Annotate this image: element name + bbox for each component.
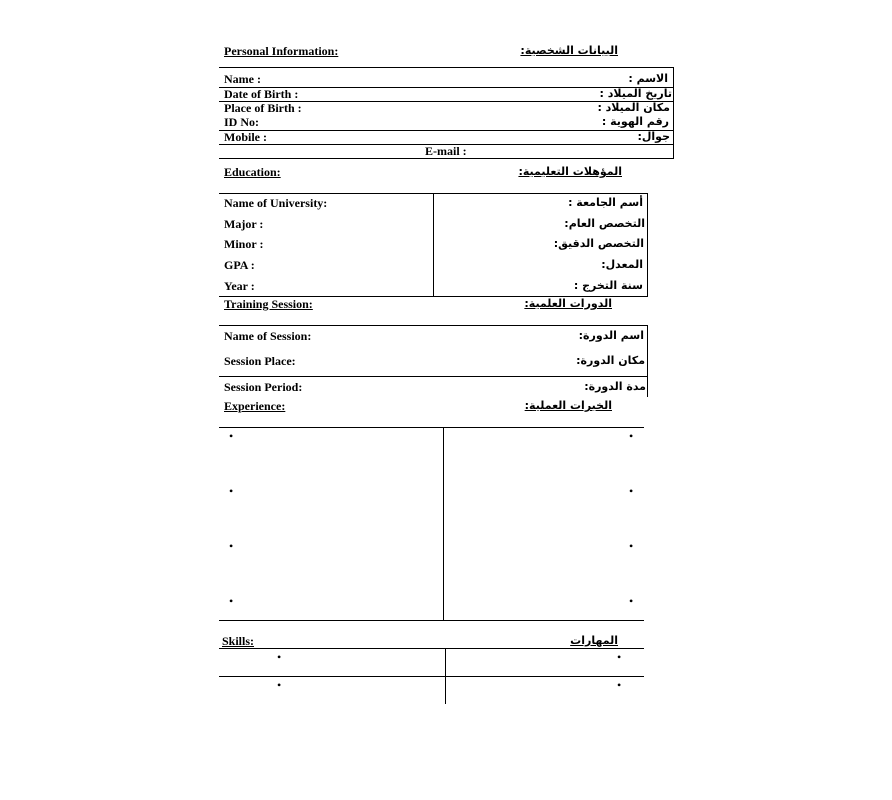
education-right-border bbox=[647, 193, 648, 296]
training-heading-en: Training Session: bbox=[224, 297, 313, 311]
experience-bullet-right: • bbox=[629, 539, 634, 553]
training-heading-ar: الدورات العلمية: bbox=[524, 297, 612, 310]
gpa-label-ar: المعدل: bbox=[601, 258, 643, 271]
major-label-ar: التخصص العام: bbox=[564, 217, 645, 230]
mobile-label: Mobile : bbox=[224, 130, 267, 144]
university-label-ar: أسم الجامعة : bbox=[568, 196, 643, 209]
minor-label: Minor : bbox=[224, 237, 264, 251]
year-label: Year : bbox=[224, 279, 255, 293]
name-label: Name : bbox=[224, 72, 261, 86]
university-label: Name of University: bbox=[224, 196, 328, 210]
session-period-label-ar: مدة الدورة: bbox=[584, 380, 646, 393]
personal-heading-en: Personal Information: bbox=[224, 44, 339, 58]
dob-label-ar: تاريخ الميلاد : bbox=[599, 87, 672, 100]
pob-label-ar: مكان الميلاد : bbox=[597, 101, 670, 114]
minor-label-ar: التخصص الدقيق: bbox=[553, 237, 644, 250]
experience-bullet-left: • bbox=[229, 594, 234, 608]
experience-bullet-left: • bbox=[229, 484, 234, 498]
skills-bullet-left: • bbox=[277, 650, 282, 664]
experience-bullet-right: • bbox=[629, 429, 634, 443]
session-name-label: Name of Session: bbox=[224, 329, 312, 343]
personal-bottom-rule bbox=[219, 158, 674, 159]
education-heading-en: Education: bbox=[224, 165, 281, 179]
skills-heading-en: Skills: bbox=[222, 634, 255, 648]
id-label-ar: رقم الهوية : bbox=[601, 115, 669, 128]
id-label: ID No: bbox=[224, 115, 259, 129]
experience-top-rule bbox=[219, 427, 644, 428]
dob-label: Date of Birth : bbox=[224, 87, 299, 101]
session-place-label: Session Place: bbox=[224, 354, 296, 368]
session-name-label-ar: اسم الدورة: bbox=[578, 329, 644, 342]
experience-heading-en: Experience: bbox=[224, 399, 286, 413]
training-row-rule bbox=[219, 376, 648, 377]
email-label: E-mail : bbox=[425, 144, 467, 158]
skills-bullet-left: • bbox=[277, 678, 282, 692]
skills-bullet-right: • bbox=[617, 678, 622, 692]
skills-top-rule bbox=[219, 648, 644, 649]
pob-label: Place of Birth : bbox=[224, 101, 302, 115]
experience-bullet-right: • bbox=[629, 484, 634, 498]
mobile-label-ar: جوال: bbox=[637, 130, 670, 143]
gpa-label: GPA : bbox=[224, 258, 255, 272]
experience-bullet-left: • bbox=[229, 429, 234, 443]
major-label: Major : bbox=[224, 217, 264, 231]
row-rule bbox=[219, 130, 674, 131]
name-label-ar: الاسم : bbox=[628, 72, 668, 85]
year-label-ar: سنة التخرج : bbox=[573, 279, 643, 292]
education-divider bbox=[433, 193, 434, 296]
session-place-label-ar: مكان الدورة: bbox=[576, 354, 645, 367]
education-heading-ar: المؤهلات التعليمية: bbox=[518, 165, 622, 178]
personal-top-rule bbox=[219, 67, 674, 68]
experience-divider bbox=[443, 427, 444, 620]
skills-bullet-right: • bbox=[617, 650, 622, 664]
experience-heading-ar: الخبرات العملية: bbox=[524, 399, 612, 412]
skills-row-rule bbox=[219, 676, 644, 677]
session-period-label: Session Period: bbox=[224, 380, 303, 394]
personal-heading-ar: البيانات الشخصية: bbox=[520, 44, 618, 57]
experience-bullet-right: • bbox=[629, 594, 634, 608]
training-right-border bbox=[647, 325, 648, 397]
experience-bullet-left: • bbox=[229, 539, 234, 553]
training-top-rule bbox=[219, 325, 648, 326]
experience-bottom-rule bbox=[219, 620, 644, 621]
skills-heading-ar: المهارات bbox=[570, 634, 618, 647]
